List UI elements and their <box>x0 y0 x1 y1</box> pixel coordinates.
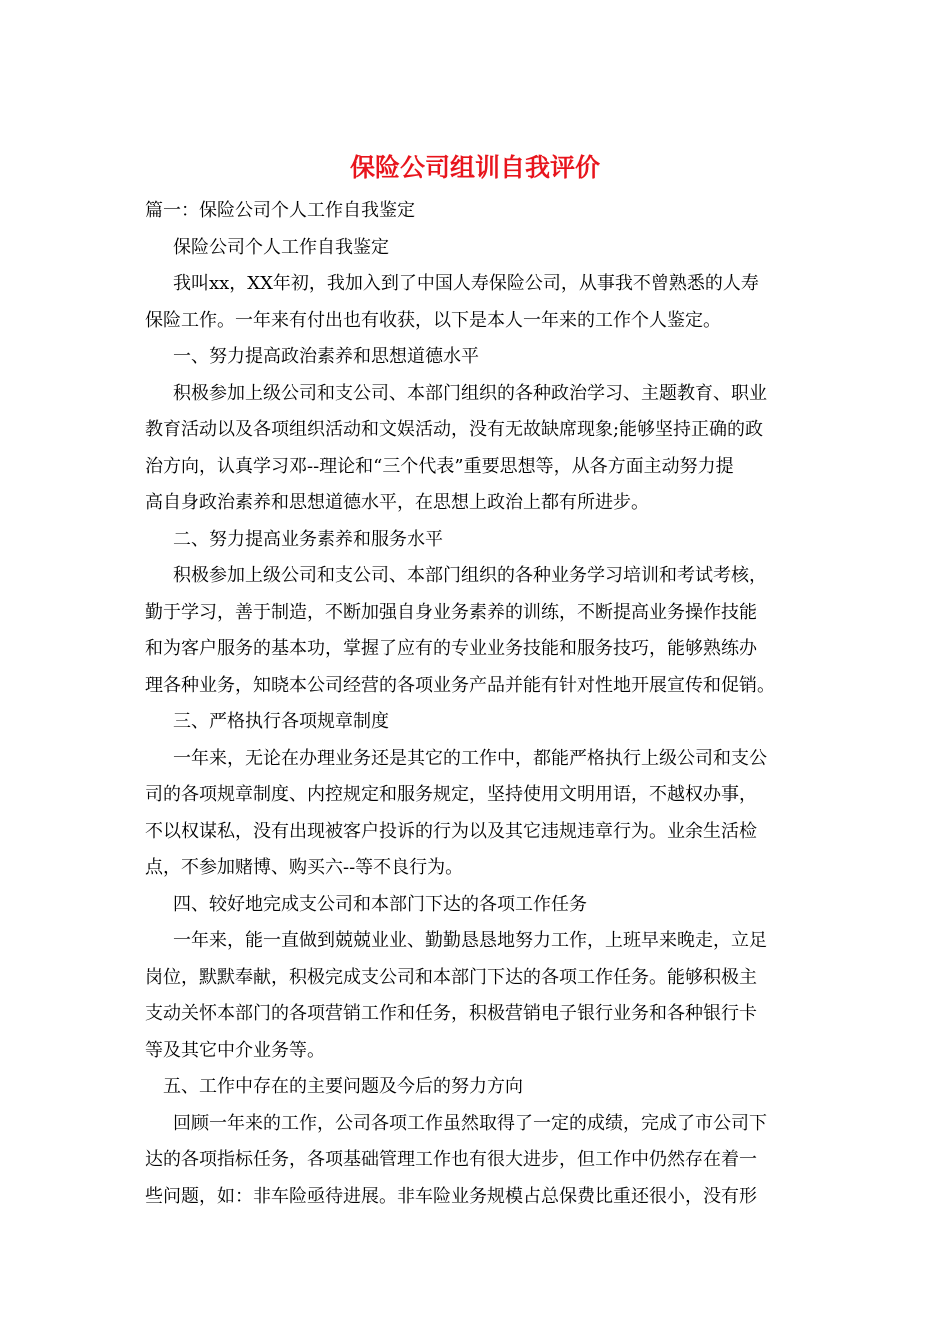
paragraph-line: 等及其它中介业务等。 <box>145 1039 325 1061</box>
document-title: 保险公司组训自我评价 <box>349 153 600 182</box>
paragraph-line: 一年来，能一直做到兢兢业业、勤勤恳恳地努力工作，上班早来晚走，立足 <box>173 930 767 951</box>
paragraph-line: 篇一：保险公司个人工作自我鉴定 <box>145 200 415 221</box>
paragraph-line: 高自身政治素养和思想道德水平，在思想上政治上都有所进步。 <box>145 492 649 513</box>
paragraph-line: 一年来，无论在办理业务还是其它的工作中，都能严格执行上级公司和支公 <box>173 747 767 769</box>
paragraph-line: 积极参加上级公司和支公司、本部门组织的各种业务学习培训和考试考核， <box>173 565 767 586</box>
document-body <box>145 193 815 1215</box>
paragraph-line: 达的各项指标任务，各项基础管理工作也有很大进步，但工作中仍然存在着一 <box>145 1149 757 1170</box>
paragraph-line: 保险工作。一年来有付出也有收获，以下是本人一年来的工作个人鉴定。 <box>145 309 721 331</box>
paragraph-line: 理各种业务，知晓本公司经营的各项业务产品并能有针对性地开展宣传和促销。 <box>145 674 775 696</box>
paragraph-line: 支动关怀本部门的各项营销工作和任务，积极营销电子银行业务和各种银行卡 <box>145 1003 757 1024</box>
paragraph-line: 岗位，默默奉献，积极完成支公司和本部门下达的各项工作任务。能够积极主 <box>145 966 757 988</box>
paragraph-line: 不以权谋私，没有出现被客户投诉的行为以及其它违规违章行为。业余生活检 <box>145 820 757 842</box>
paragraph-line: 回顾一年来的工作，公司各项工作虽然取得了一定的成绩，完成了市公司下 <box>173 1112 767 1134</box>
paragraph-line: 一、努力提高政治素养和思想道德水平 <box>173 346 479 367</box>
paragraph-line: 点，不参加赌博、购买六--等不良行为。 <box>145 857 464 878</box>
paragraph-line: 司的各项规章制度、内控规定和服务规定，坚持使用文明用语，不越权办事， <box>145 784 757 805</box>
paragraph-line: 积极参加上级公司和支公司、本部门组织的各种政治学习、主题教育、职业 <box>173 382 767 404</box>
paragraph-line: 五、工作中存在的主要问题及今后的努力方向 <box>163 1076 523 1097</box>
paragraph-line: 四、较好地完成支公司和本部门下达的各项工作任务 <box>173 893 587 915</box>
paragraph-line: 保险公司个人工作自我鉴定 <box>173 236 389 258</box>
paragraph-line: 些问题，如：非车险亟待进展。非车险业务规模占总保费比重还很小，没有形 <box>145 1185 757 1207</box>
paragraph-line: 和为客户服务的基本功，掌握了应有的专业业务技能和服务技巧，能够熟练办 <box>145 638 757 659</box>
paragraph-line: 教育活动以及各项组织活动和文娱活动，没有无故缺席现象;能够坚持正确的政 <box>145 419 764 440</box>
paragraph-line: 我叫xx，XX年初，我加入到了中国人寿保险公司，从事我不曾熟悉的人寿 <box>173 273 759 294</box>
paragraph-line: 二、努力提高业务素养和服务水平 <box>173 528 443 550</box>
paragraph-line: 三、严格执行各项规章制度 <box>173 711 389 732</box>
paragraph-line: 勤于学习，善于制造，不断加强自身业务素养的训练，不断提高业务操作技能 <box>145 601 757 623</box>
paragraph-line: 治方向，认真学习邓--理论和“三个代表”重要思想等，从各方面主动努力提 <box>145 455 734 477</box>
